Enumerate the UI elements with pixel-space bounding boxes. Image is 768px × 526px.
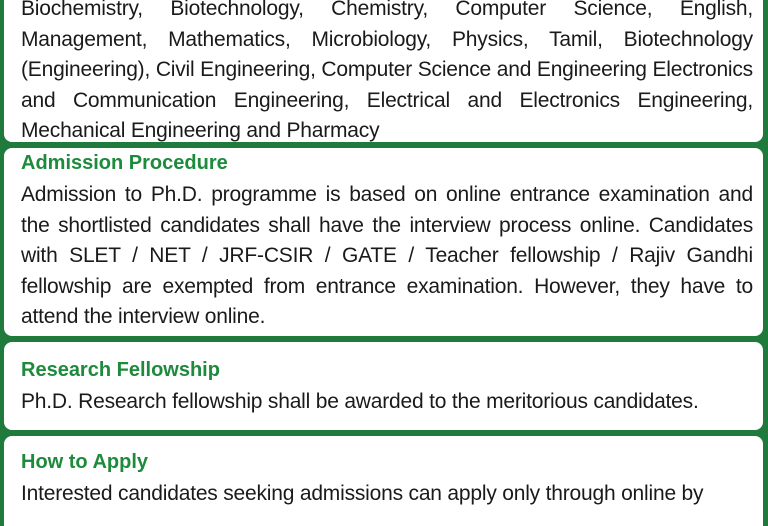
admission-procedure-heading: Admission Procedure (21, 152, 228, 174)
research-fellowship-panel (4, 342, 763, 430)
admission-procedure-panel (4, 148, 763, 336)
research-fellowship-heading: Research Fellowship (21, 359, 220, 381)
subjects-panel (4, 0, 763, 142)
research-fellowship-text: Ph.D. Research fellowship shall be awarded to the meritorious candidates. (21, 390, 699, 413)
subjects-list-text: Biochemistry, Biotechnology, Chemistry, Computer Science, English, Management, Mathematics, Microbiology, Physics, Tamil, Biotechnology (Engineering), Civil Engineering, Computer Science and Engineering Electronics and Communication Engineering, Electrical and Electronics Engineering, Mechanical Engineering and Pharmacy (21, 0, 753, 142)
how-to-apply-text: Interested candidates seeking admissions can apply only through online by (21, 482, 704, 505)
how-to-apply-heading: How to Apply (21, 451, 149, 473)
how-to-apply-panel (4, 436, 763, 526)
admission-procedure-text: Admission to Ph.D. programme is based on online entrance examination and the shortlisted candidates shall have the interview process online. Candidates with SLET / NET / JRF-CSIR / GATE / Teacher fellowship / Rajiv Gandhi fellowship are exempted from entrance examination. However, they have to attend the interview online. (21, 183, 753, 328)
